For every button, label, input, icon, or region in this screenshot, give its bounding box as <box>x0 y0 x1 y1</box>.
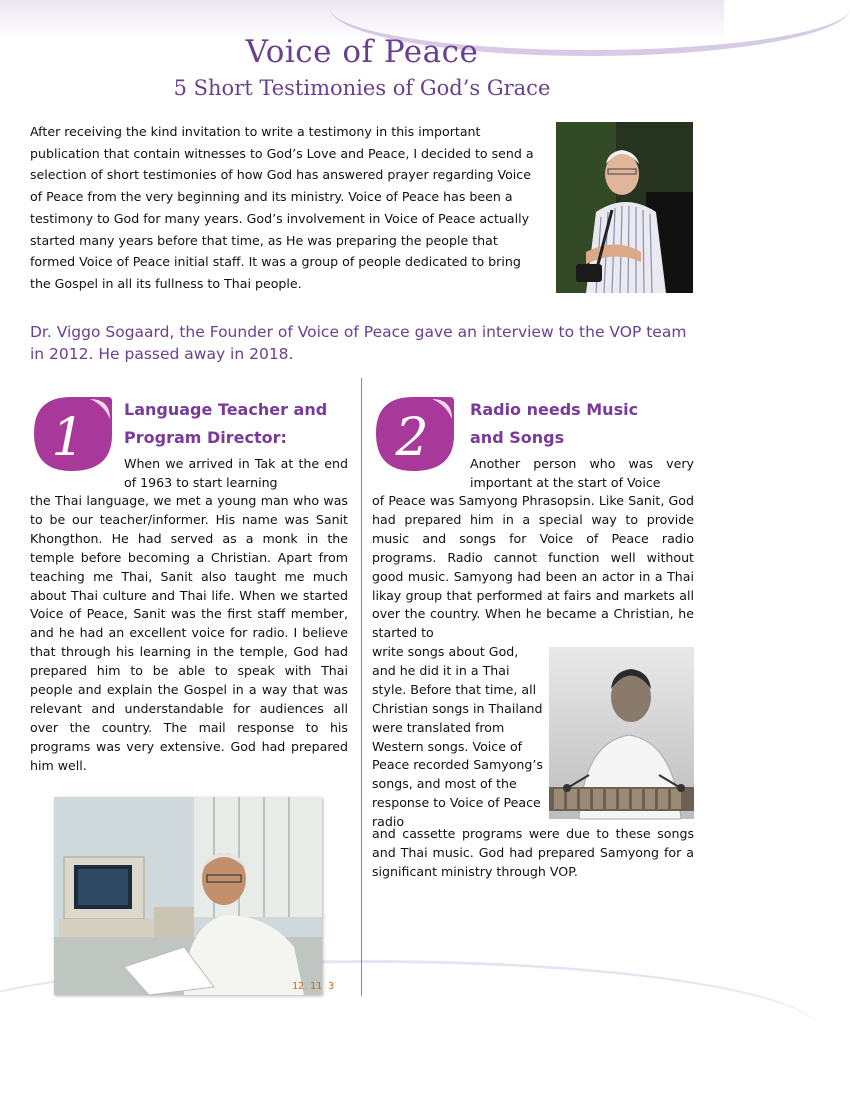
photo-date-stamp: 12 11 3 <box>292 981 335 992</box>
section-title-line: Language Teacher and <box>124 400 328 419</box>
page-title: Voice of Peace <box>245 34 479 70</box>
intro-paragraph: After receiving the kind invitation to write a testimony in this important publication that contain witnesses to God’s Love and Peace, I decided to send a selection of short testimonies of how God has answered prayer regarding Voice of Peace from the very beginning and its ministry. Voice of Peace has been a testimony to God for many years. God’s involvement in Voice of Peace actually started many years before that time, as He was preparing the people that formed Voice of Peace initial staff. It was a group of people dedicated to bring the Gospel in all its fullness to Thai people. <box>30 124 534 291</box>
section-text-intro: Another person who was very important at the start of Voice <box>470 456 694 490</box>
page-subtitle: 5 Short Testimonies of God’s Grace <box>173 76 551 100</box>
section-title-line: Program Director: <box>124 428 287 447</box>
section-text: the Thai language, we met a young man who was to be our teacher/informer. His name was Sanit Khongthon. He had served as a monk in the temple before becoming a Christian. Apart from teaching me Thai, Sanit also taught me much about Thai culture and Thai life. When we started Voice of Peace, Sanit was the first staff member, and he had an excellent voice for radio. I believe that through his learning in the temple, God had prepared him to be able to speak with Thai people and explain the Gospel in a way that was relevant and understandable for audiences all over the country. The mail response to his programs was very extensive. God had prepared him well. <box>30 493 348 773</box>
section-title-line: Radio needs Music <box>470 400 639 419</box>
section-number: 1 <box>51 408 85 468</box>
section-text-wrapped: write songs about God, and he did it in a Thai style. Before that time, all Christian songs in Thailand were translated from Western songs. Voice of Peace recorded Samyong’s songs, and most of the response to Voice of Peace radio <box>372 644 543 830</box>
section-number-badge <box>372 393 454 475</box>
section-number: 2 <box>395 408 429 468</box>
section-number-badge <box>30 393 112 475</box>
sanit-photo <box>54 797 335 995</box>
section-text-end: and cassette programs were due to these songs and Thai music. God had prepared Samyong for a significant ministry through VOP. <box>372 826 694 879</box>
founder-photo <box>556 122 693 293</box>
samyong-photo <box>549 647 694 819</box>
section-title <box>124 396 354 452</box>
section-title-line: and Songs <box>470 428 565 447</box>
column-divider <box>361 378 362 996</box>
section-text: of Peace was Samyong Phrasopsin. Like Sanit, God had prepared him in a special way to provide music and songs for Voice of Peace radio programs. Radio cannot function well without good music. Samyong had been an actor in a Thai likay group that performed at fairs and markets all over the country. When he became a Christian, he started to <box>372 493 694 641</box>
section-text-intro: When we arrived in Tak at the end of 1963 to start learning <box>124 456 348 490</box>
section-title <box>470 396 700 452</box>
founder-caption: Dr. Viggo Sogaard, the Founder of Voice of Peace gave an interview to the VOP team in 2012. He passed away in 2018. <box>30 323 687 363</box>
